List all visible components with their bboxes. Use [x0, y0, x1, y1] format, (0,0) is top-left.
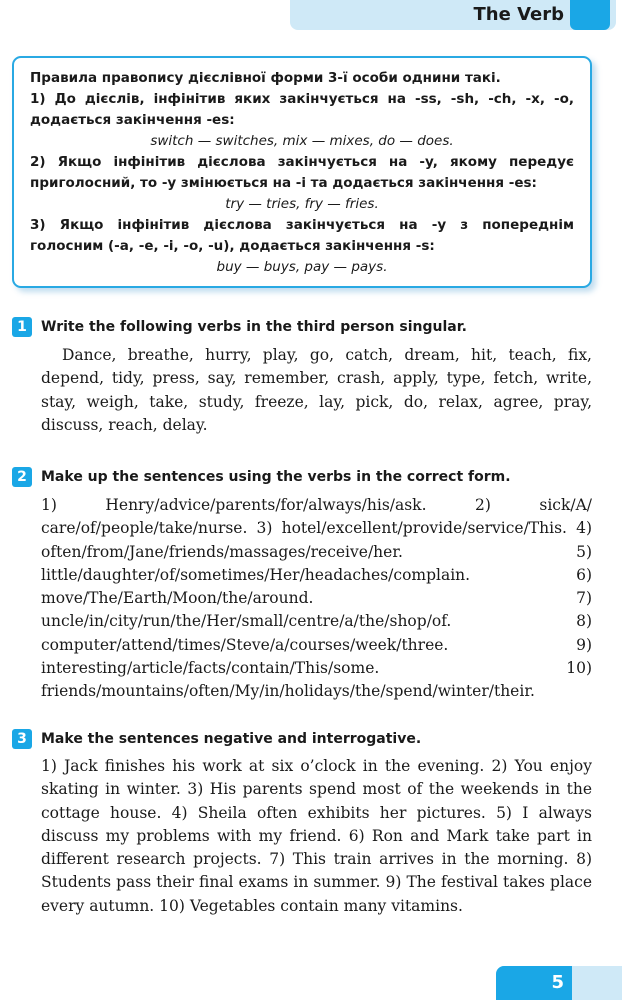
- exercise-2-instruction: Make up the sentences using the verbs in the correct form.: [41, 469, 511, 485]
- rule-1-text: 1) До дієслів, інфінітив яких закінчується на -ss, -sh, -ch, -x, -o, додається закінчення -es:: [30, 91, 574, 128]
- rule-2-text: 2) Якщо інфінітив дієслова закінчується на -y, якому передує приголосний, то -y змінюється на -i та додається закінчення -es:: [30, 154, 574, 191]
- exercise-3-header: [12, 728, 421, 750]
- page-footer: [496, 966, 622, 1000]
- exercise-3-number: 3: [12, 729, 32, 749]
- chapter-header: [290, 0, 616, 30]
- exercise-2-number: 2: [12, 467, 32, 487]
- exercise-1-header: [12, 316, 467, 338]
- exercise-3-text: 1) Jack finishes his work at six o’clock in the evening. 2) You enjoy skating in winter. 3) His parents spend most of the weekends in the cottage house. 4) Sheila often exhibits her pictures. 5) I always discuss my problems with my friend. 6) Ron and Mark take part in different research projects. 7) This train arrives in the morning. 8) Students pass their final exams in summer. 9) The festival takes place every autumn. 10) Vegetables contain many vitamins.: [41, 757, 592, 915]
- page-number: 5: [551, 972, 564, 993]
- spelling-rules-box: [12, 56, 592, 288]
- exercise-2-text: 1) Henry/advice/parents/for/always/his/ask. 2) sick/A/ care/of/people/take/nurse. 3) hotel/excellent/provide/service/This. 4) often/from/Jane/friends/massages/receive/her. 5) little/daughter/of/sometimes/Her/headaches/complain. 6) move/The/Earth/Moon/the/around. 7) uncle/in/city/run/the/Her/small/centre/a/the/shop/of. 8) computer/attend/times/Steve/a/courses/week/three. 9) interesting/article/facts/contain/This/some. 10) friends/mountains/often/My/in/holidays/the/spend/winter/their.: [41, 496, 592, 701]
- rules-intro: Правила правопису дієслівної форми 3-ї особи однини такі.: [30, 70, 501, 86]
- header-accent-block: [570, 0, 610, 30]
- exercise-1-text: Dance, breathe, hurry, play, go, catch, dream, hit, teach, fix, depend, tidy, press, say, remember, crash, apply, type, fetch, write, stay, weigh, take, study, freeze, lay, pick, do, relax, agree, pray, discuss, reach, delay.: [41, 346, 592, 434]
- chapter-title: The Verb: [473, 4, 564, 25]
- rule-3-example: buy — buys, pay — pays.: [216, 259, 388, 275]
- page-number-box: [496, 966, 572, 1000]
- rule-1-example: switch — switches, mix — mixes, do — does.: [150, 133, 454, 149]
- exercise-2-header: [12, 466, 511, 488]
- exercise-1-instruction: Write the following verbs in the third person singular.: [41, 319, 467, 335]
- rule-3-text: 3) Якщо інфінітив дієслова закінчується на -y з попереднім голосним (-a, -e, -i, -o, -u), додається закінчення -s:: [30, 217, 574, 254]
- exercise-3-instruction: Make the sentences negative and interrogative.: [41, 731, 422, 747]
- rule-2-example: try — tries, fry — fries.: [225, 196, 379, 212]
- exercise-1-number: 1: [12, 317, 32, 337]
